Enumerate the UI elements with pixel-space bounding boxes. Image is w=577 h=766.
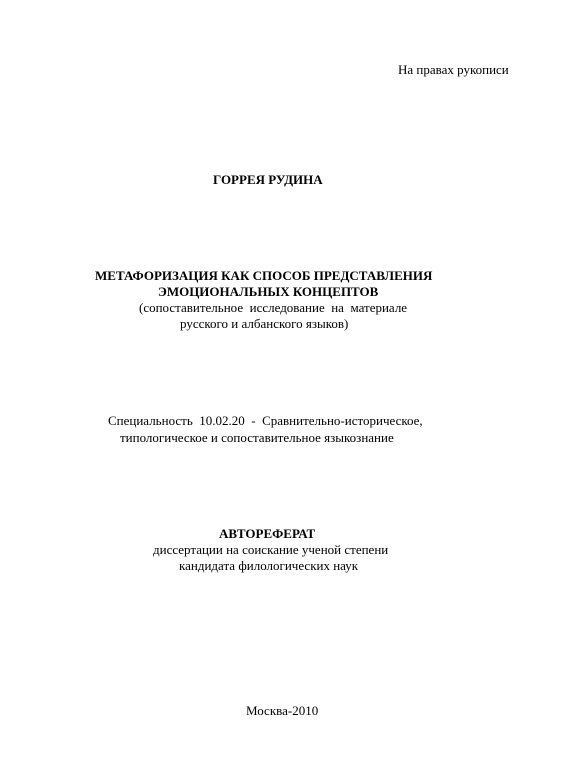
abstract-heading: АВТОРЕФЕРАТ: [219, 526, 316, 541]
manuscript-note: На правах рукописи: [398, 62, 509, 77]
specialty-line-1: Специальность 10.02.20 - Сравнительно-историческое,: [108, 413, 423, 428]
abstract-line-1: диссертации на соискание ученой степени: [153, 542, 389, 557]
subtitle-line-2: русского и албанского языков): [180, 316, 349, 331]
title-line-1: МЕТАФОРИЗАЦИЯ КАК СПОСОБ ПРЕДСТАВЛЕНИЯ: [95, 268, 433, 283]
place-year: Москва-2010: [246, 703, 319, 718]
abstract-line-2: кандидата филологических наук: [179, 558, 359, 573]
specialty-line-2: типологическое и сопоставительное языкознание: [120, 430, 394, 445]
author-name: ГОРРЕЯ РУДИНА: [213, 172, 323, 187]
title-line-2: ЭМОЦИОНАЛЬНЫХ КОНЦЕПТОВ: [158, 284, 379, 299]
subtitle-line-1: (сопоставительное исследование на материале: [139, 300, 408, 315]
